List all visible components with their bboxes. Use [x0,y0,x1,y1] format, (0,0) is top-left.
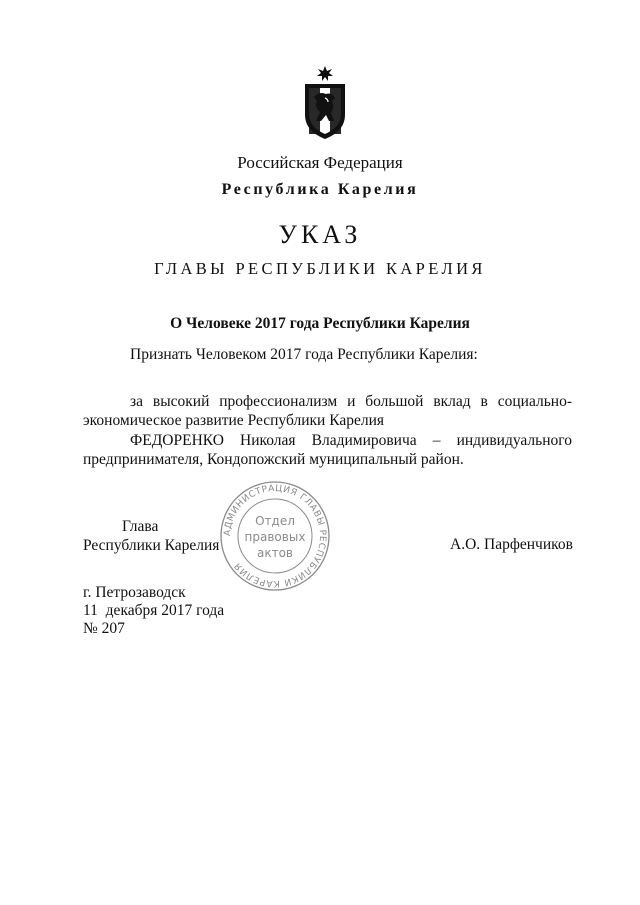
signatory-title-line1: Глава [122,518,159,535]
intro-paragraph: Признать Человеком 2017 года Республики Карелия: [130,346,478,363]
country-heading: Российская Федерация [237,153,403,172]
document-type-title: УКАЗ [278,220,362,249]
reason-paragraph: за высокий профессионализм и большой вклад в социально-экономическое развитие Республики Карелия [83,393,572,429]
stamp-ring-text: АДМИНИСТРАЦИЯ ГЛАВЫ РЕСПУБЛИКИ КАРЕЛИЯ [222,483,328,589]
signatory-title [83,517,219,555]
signatory-name: А.О. Парфенчиков [450,536,573,553]
document-footer [83,584,224,638]
issuer-heading: ГЛАВЫ РЕСПУБЛИКИ КАРЕЛИЯ [154,259,486,278]
decree-date: 11 декабря 2017 года [83,602,225,619]
signatory-title-line2: Республики Карелия [83,537,220,554]
city: г. Петрозаводск [83,584,186,601]
decree-subject: О Человеке 2017 года Республики Карелия [170,315,470,332]
decree-number: № 207 [83,620,125,637]
stamp-line-2: правовых [244,530,306,544]
stamp-line-3: актов [256,546,294,560]
coat-of-arms-emblem [299,65,351,140]
official-stamp [219,480,331,592]
republic-heading: Республика Карелия [221,181,419,198]
awardee-paragraph: ФЕДОРЕНКО Николая Владимировича – индивидуального предпринимателя, Кондопожский муниципальный район. [83,432,572,468]
stamp-line-1: Отдел [255,514,295,528]
